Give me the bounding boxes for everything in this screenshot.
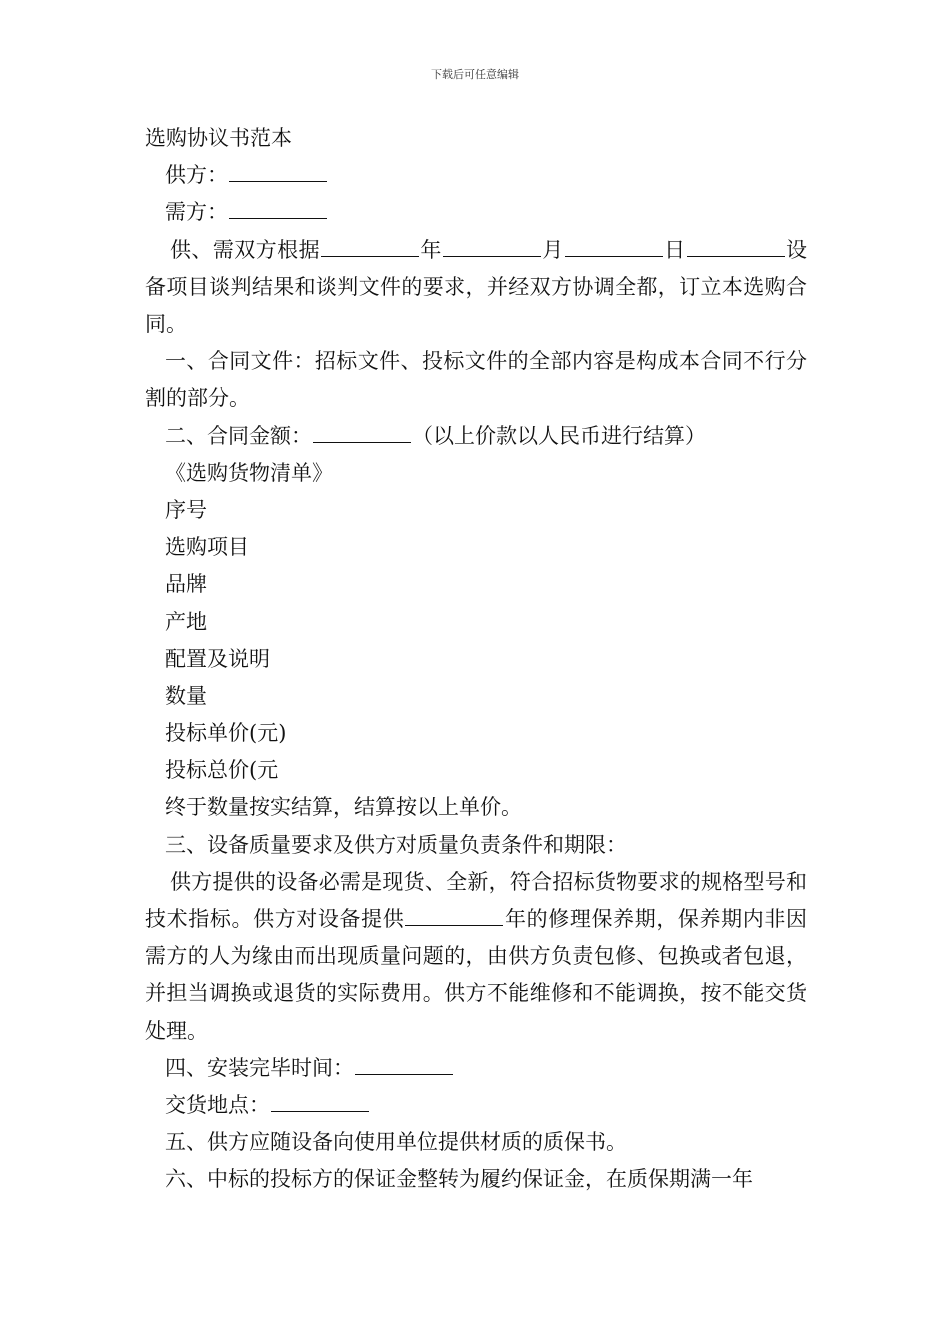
- clause-2: [145, 418, 807, 455]
- intro-rest: 设备项目谈判结果和谈判文件的要求，并经双方协调全都，订立本选购合同。: [145, 237, 808, 336]
- clause-3-body-a: 供方提供的设备必需是现货、全新，符合招标货物要求的规格型号和技术指标。供方对设备提供: [145, 869, 807, 932]
- delivery-blank: [271, 1091, 369, 1112]
- install-time-blank: [355, 1054, 453, 1075]
- page-header-note: 下载后可任意编辑: [431, 68, 519, 81]
- column-label: 品牌: [165, 572, 207, 597]
- buyer-line: [145, 194, 807, 231]
- date-blank-4: [687, 236, 785, 257]
- date-blank-3: [565, 236, 663, 257]
- date-blank-2: [443, 236, 541, 257]
- intro-day: 日: [663, 237, 686, 262]
- clause-3-body-b: 年的修理保养期，保养期内非因需方的人为缘由而出现质量问题的，由供方负责包修、包换或者包退，并担当调换或退货的实际费用。供方不能维修和不能调换，按不能交货处理。: [145, 907, 808, 1043]
- clause-6: 六、中标的投标方的保证金整转为履约保证金，在质保期满一年: [165, 1167, 753, 1192]
- clause-1: 一、合同文件：招标文件、投标文件的全部内容是构成本合同不行分割的部分。: [145, 349, 807, 411]
- clause-3-title: 三、设备质量要求及供方对质量负责条件和期限：: [165, 832, 627, 857]
- intro-start: 供、需双方根据: [170, 237, 320, 262]
- document-body: [145, 120, 807, 1199]
- delivery-label: 交货地点：: [165, 1093, 270, 1118]
- delivery-location: [145, 1087, 807, 1124]
- column-label: 配置及说明: [165, 646, 270, 671]
- column-label: 序号: [165, 497, 207, 522]
- column-label: 投标总价(元: [165, 758, 279, 783]
- document-title: 选购协议书范本: [145, 126, 292, 150]
- date-blank-1: [321, 236, 419, 257]
- clause-3-body: [145, 864, 807, 1050]
- clause-4-label: 四、安装完毕时间：: [165, 1055, 354, 1080]
- intro-year: 年: [420, 237, 442, 262]
- clause-4: [145, 1050, 807, 1087]
- settlement-note: 终于数量按实结算，结算按以上单价。: [165, 795, 522, 820]
- goods-list-title: 《选购货物清单》: [165, 460, 333, 485]
- supplier-blank: [229, 161, 327, 182]
- warranty-years-blank: [405, 905, 503, 926]
- clause-5: 五、供方应随设备向使用单位提供材质的质保书。: [165, 1130, 627, 1155]
- intro-paragraph: [145, 232, 807, 344]
- column-label: 产地: [165, 609, 207, 634]
- supplier-label: 供方：: [165, 163, 228, 188]
- supplier-line: [145, 157, 807, 194]
- clause-2-label: 二、合同金额：: [165, 423, 312, 448]
- amount-blank: [313, 422, 411, 443]
- buyer-blank: [229, 198, 327, 219]
- clause-2-note: （以上价款以人民币进行结算）: [412, 423, 706, 448]
- column-label: 选购项目: [165, 535, 249, 560]
- intro-month: 月: [541, 237, 564, 262]
- column-label: 投标单价(元): [165, 721, 287, 746]
- column-label: 数量: [165, 683, 207, 708]
- buyer-label: 需方：: [165, 200, 228, 225]
